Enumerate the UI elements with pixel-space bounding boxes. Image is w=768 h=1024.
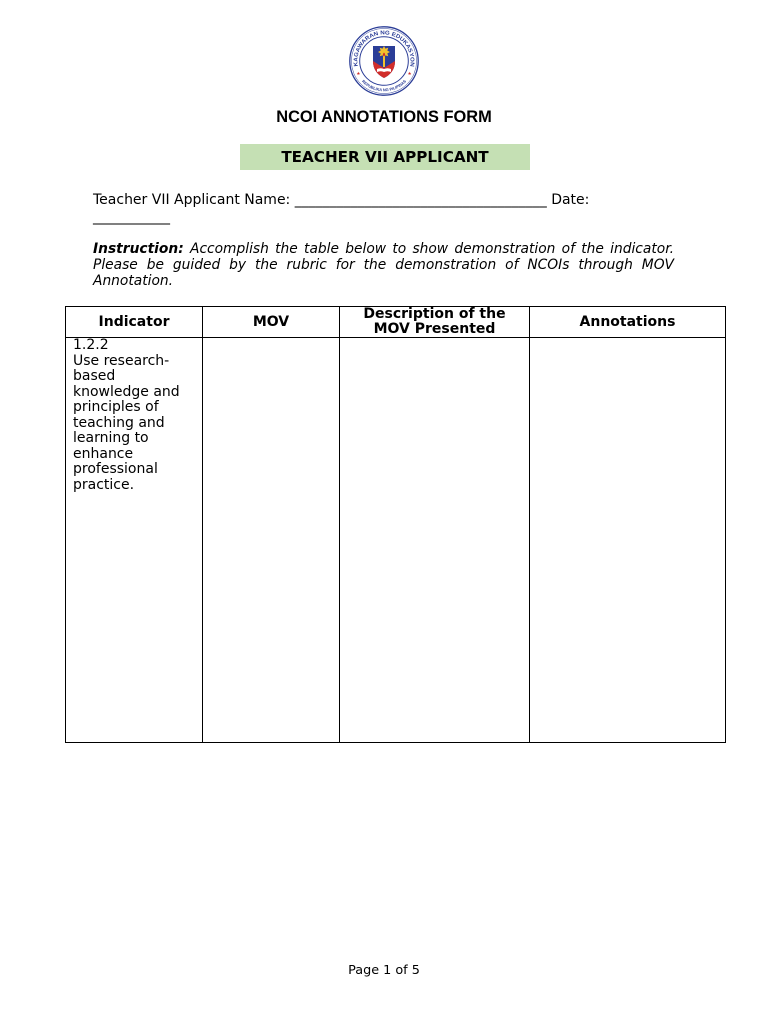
table-body	[66, 338, 726, 743]
applicant-name-blank: ____________________________________	[294, 192, 547, 208]
applicant-info	[93, 192, 589, 226]
form-title: NCOI ANNOTATIONS FORM	[276, 108, 492, 126]
header-description: Description of the MOV Presented	[340, 307, 530, 338]
header-annotations: Annotations	[530, 307, 726, 338]
table-header-row	[66, 307, 726, 338]
instruction-text: Accomplish the table below to show demonstration of the indicator. Please be guided by the rubric for the demonstration of NCOIs through MOV Annotation.	[93, 241, 674, 289]
annotations-cell	[530, 338, 726, 743]
applicant-banner-label: TEACHER VII APPLICANT	[281, 148, 489, 166]
table-header	[66, 307, 726, 338]
deped-seal-logo	[348, 25, 420, 97]
seal-torch-icon	[383, 56, 385, 67]
indicator-description: Use research-based knowledge and principles of teaching and learning to enhance professional practice.	[73, 352, 180, 493]
ncoi-annotations-table	[65, 306, 726, 743]
page-number: Page 1 of 5	[348, 963, 420, 978]
applicant-name-label: Teacher VII Applicant Name:	[93, 192, 291, 208]
indicator-code: 1.2.2	[73, 337, 109, 353]
date-blank: ___________	[93, 209, 170, 225]
table-row	[66, 338, 726, 743]
applicant-banner	[240, 144, 530, 170]
header-indicator: Indicator	[66, 307, 203, 338]
indicator-cell	[66, 338, 203, 743]
indicator-content	[73, 338, 187, 493]
seal-bottom-text: REPUBLIKA NG PILIPINAS	[361, 78, 408, 93]
instruction-paragraph	[93, 241, 674, 289]
description-cell	[340, 338, 530, 743]
instruction-label: Instruction:	[93, 241, 184, 257]
date-blank-row	[93, 209, 589, 226]
seal-top-text: KAGAWARAN NG EDUKASYON	[353, 30, 415, 67]
mov-cell	[203, 338, 340, 743]
header-mov: MOV	[203, 307, 340, 338]
applicant-name-row	[93, 192, 589, 209]
date-label: Date:	[551, 192, 590, 208]
